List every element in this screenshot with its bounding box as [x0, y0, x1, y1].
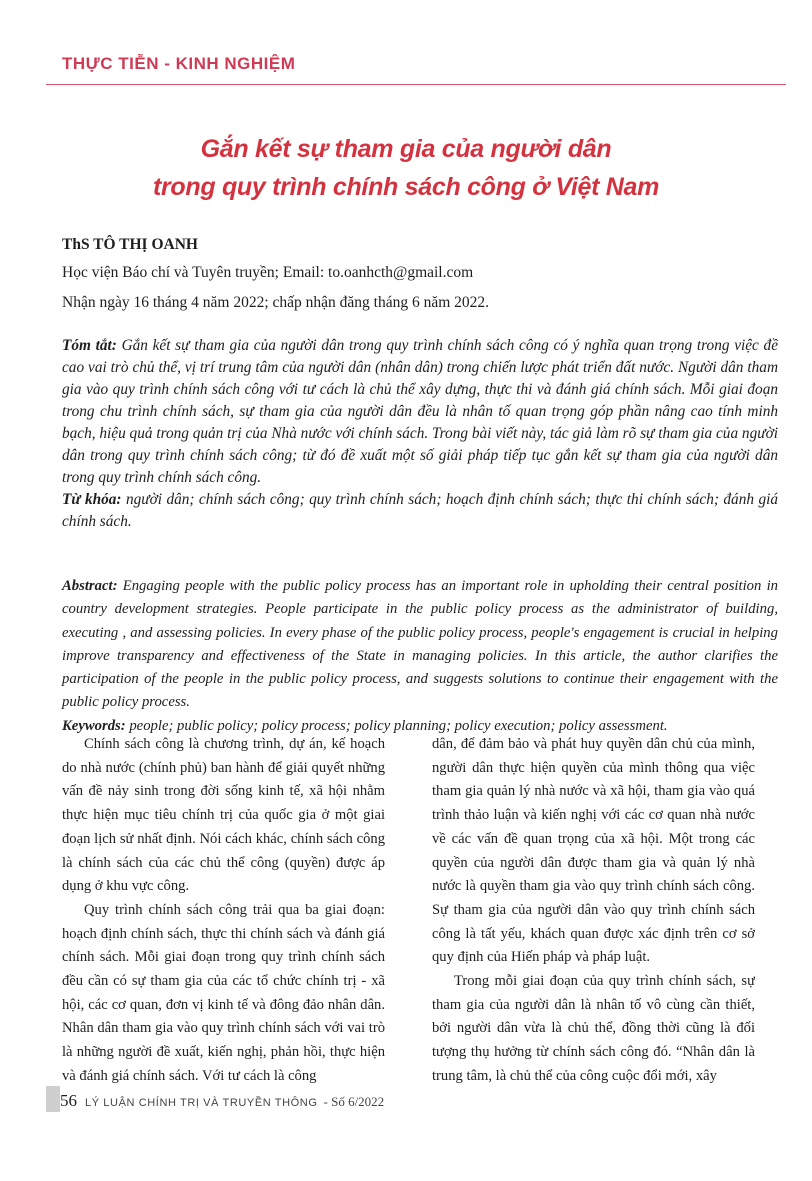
keywords-vn-text: người dân; chính sách công; quy trình chính sách; hoạch định chính sách; thực thi chính sách; đánh giá chính sách.: [62, 491, 778, 530]
body-paragraph: Quy trình chính sách công trải qua ba giai đoạn: hoạch định chính sách, thực thi chính sách và đánh giá chính sách. Mỗi giai đoạn trong quy trình chính sách đều cần có sự tham gia của các tổ chức chính trị - xã hội, các cơ quan, đơn vị kinh tế và đông đảo nhân dân. Nhân dân tham gia vào quy trình chính sách với vai trò là những người đề xuất, kiến nghị, phản hồi, thực hiện và đánh giá chính sách. Với tư cách là công: [62, 901, 385, 1084]
keywords-vn-label: Từ khóa:: [62, 491, 122, 508]
author-affiliation: Học viện Báo chí và Tuyên truyền; Email: to.oanhcth@gmail.com: [62, 264, 474, 281]
footer-marker: [46, 1086, 60, 1112]
body-column-right: [432, 733, 755, 1105]
abstract-en-paragraph: [62, 575, 778, 715]
received-date: Nhận ngày 16 tháng 4 năm 2022; chấp nhận đăng tháng 6 năm 2022.: [62, 294, 490, 311]
abstract-vn-paragraph: [62, 335, 778, 489]
keywords-en-text: people; public policy; policy process; policy planning; policy execution; policy assessment.: [129, 717, 668, 734]
body-paragraph: dân, để đảm bảo và phát huy quyền dân chủ của mình, người dân thực hiện quyền của mình thông qua việc tham gia quản lý nhà nước và xã hội, tham gia vào quá trình thảo luận và kiến nghị với các cơ quan nhà nước về các vấn đề quan trọng của xã hội. Một trong các quyền của người dân được tham gia và quản lý nhà nước là quyền tham gia vào quy trình chính sách công. Sự tham gia của người dân vào quy trình chính sách công là tất yếu, khách quan được xác định trên cơ sở quy định của Hiến pháp và pháp luật.: [432, 736, 755, 966]
abstract-en-label: Abstract:: [62, 578, 118, 594]
section-divider: [46, 84, 786, 85]
abstract-en-text: Engaging people with the public policy process has an important role in upholding their central position in country development strategies. People participate in the public policy process as the administrator of building, executing , and assessing policies. In every phase of the public policy process, people's engagement is crucial in helping improve transparency and effectiveness of the State in managing policies. In this article, the author clarifies the participation of the people in the public policy process, and suggests solutions to continue their engagement with the public policy process.: [62, 578, 779, 711]
abstract-vn-label: Tóm tắt:: [62, 337, 117, 354]
page-footer: [60, 1091, 384, 1111]
author-name: ThS TÔ THỊ OANH: [62, 236, 198, 253]
body-paragraph: Trong mỗi giai đoạn của quy trình chính sách, sự tham gia của người dân là nhân tố vô cùng cần thiết, bởi người dân vừa là chủ thể, đồng thời cũng là đối tượng thụ hưởng từ chính sách công đó. “Nhân dân là trung tâm, là chủ thể của công cuộc đổi mới, xây: [432, 973, 755, 1084]
title-line-1: Gắn kết sự tham gia của người dân: [200, 135, 612, 163]
abstract-vn-text: Gắn kết sự tham gia của người dân trong quy trình chính sách công có ý nghĩa quan trọng trong việc đề cao vai trò chủ thể, vị trí trung tâm của người dân (nhân dân) trong chiến lược phát triển đất nước. Người dân tham gia vào quy trình chính sách công với tư cách là chủ thể xây dựng, thực thi và đánh giá chính sách. Mỗi giai đoạn trong chu trình chính sách, sự tham gia của người dân đều là nhân tố quan trọng góp phần nâng cao tính minh bạch, hiệu quả trong quản trị của Nhà nước với chính sách. Trong bài viết này, tác giả làm rõ sự tham gia của người dân trong quy trình chính sách công; từ đó đề xuất một số giải pháp tiếp tục gắn kết sự tham gia của người dân trong quy trình chính sách công.: [62, 337, 778, 486]
keywords-en-label: Keywords:: [62, 717, 126, 734]
abstract-vietnamese: [62, 335, 778, 533]
body-column-left: [62, 733, 385, 1105]
article-title: [60, 130, 752, 206]
abstract-english: [62, 575, 778, 738]
body-paragraph: Chính sách công là chương trình, dự án, kế hoạch do nhà nước (chính phủ) ban hành để giải quyết những vấn đề nảy sinh trong đời sống kinh tế, xã hội nhằm thực hiện mục tiêu chính trị của quốc gia ở một giai đoạn lịch sử nhất định. Nói cách khác, chính sách công là chính sách của các chủ thể công (quyền) được áp dụng ở khu vực công.: [62, 736, 385, 895]
journal-name: LÝ LUẬN CHÍNH TRỊ VÀ TRUYỀN THÔNG: [85, 1097, 318, 1109]
journal-issue: - Số 6/2022: [323, 1094, 385, 1109]
title-line-2: trong quy trình chính sách công ở Việt Nam: [152, 173, 660, 201]
keywords-vn-paragraph: [62, 489, 778, 533]
page-number: 56: [60, 1091, 77, 1110]
section-label: THỰC TIỄN - KINH NGHIỆM: [62, 54, 296, 73]
